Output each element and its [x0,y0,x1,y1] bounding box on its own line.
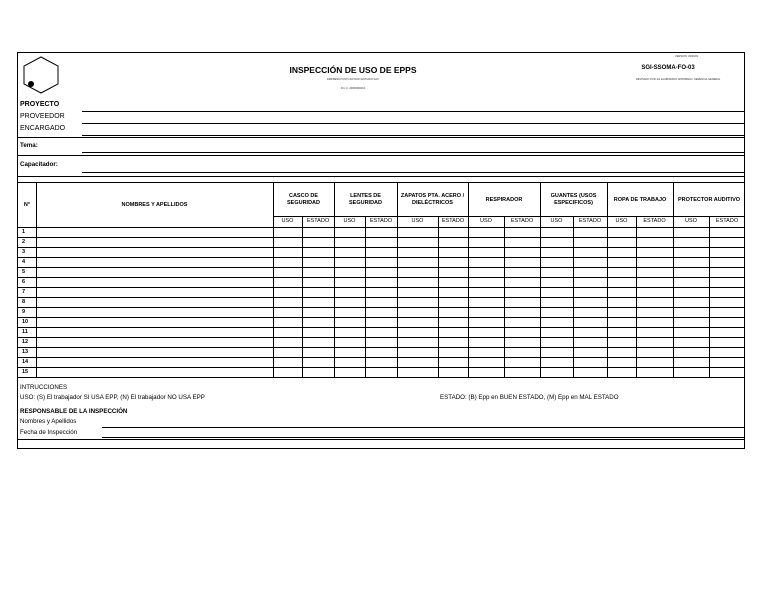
encargado-label: ENCARGADO [20,125,66,132]
group-header-lentes: LENTES DE SEGURIDAD [348,193,382,206]
company-logo-icon [21,55,61,95]
form-title: INSPECCIÓN DE USO DE EPPS [289,65,417,75]
row-number: 1 [22,229,26,235]
sub-header-estado: ESTADO [306,218,330,224]
row-number: 11 [22,329,28,335]
divider [18,137,745,138]
group-header-casco: CASCO DE SEGURIDAD [286,193,320,206]
row-number: 9 [22,309,26,315]
row-number: 8 [22,299,26,305]
company-line: EMPRESA PUNTO EXTACO ESTUDIO SAC [327,78,379,81]
proveedor-field[interactable] [82,123,745,124]
divider [18,176,745,177]
sub-header-uso: USO [550,218,563,224]
col-number-header: N° [23,201,31,208]
row-number: 7 [22,289,26,295]
version-line: VERSION: 29/03/21 [675,55,699,58]
group-header-ropa: ROPA DE TRABAJO [613,196,667,203]
tema-field[interactable] [82,152,745,153]
inspection-form [17,52,745,449]
form-code: SGI-SSOMA-FO-03 [641,65,695,71]
row-number: 12 [22,339,29,345]
row-number: 6 [22,279,26,285]
nombres-field[interactable] [102,427,745,428]
grid-line [636,216,637,377]
row-number: 13 [22,349,29,355]
sub-header-estado: ESTADO [441,218,465,224]
grid-line [709,216,710,377]
proveedor-label: PROVEEDOR [20,113,65,120]
col-names-header: NOMBRES Y APELLIDOS [121,201,188,208]
responsable-title: RESPONSABLE DE LA INSPECCIÓN [20,408,128,415]
group-header-protector: PROTECTOR AUDITIVO [677,196,741,203]
row-number: 15 [22,369,29,375]
row-number: 14 [22,359,29,365]
sub-header-uso: USO [411,218,424,224]
sub-header-uso: USO [615,218,628,224]
grid-line [36,182,37,377]
sub-header-estado: ESTADO [643,218,666,224]
instructions-uso: USO: (S) El trabajador SI USA EPP, (N) El trabajador NO USA EPP [20,394,205,401]
sub-header-uso: USO [480,218,492,224]
group-header-zapatos: ZAPATOS PTA. ACERO / DIELÉCTRICOS [400,193,465,206]
grid-line [273,216,745,217]
nombres-label: Nombres y Apellidos [20,418,77,425]
row-number: 5 [22,269,26,275]
grid-line [302,216,303,377]
group-header-guantes: GUANTES (USOS ESPECIFICOS) [550,193,597,206]
sub-header-estado: ESTADO [369,218,393,224]
group-header-respirador: RESPIRADOR [485,196,523,203]
grid-line [540,182,541,377]
grid-line [273,182,274,377]
grid-line [573,216,574,377]
instructions-estado: ESTADO: (B) Epp en BUEN ESTADO, (M) Epp en MAL ESTADO [440,394,619,401]
tema-label: Tema: [20,142,38,149]
row-number: 3 [22,249,26,255]
proyecto-field[interactable] [82,111,745,112]
encargado-field[interactable] [82,135,745,136]
sub-header-estado: ESTADO [715,218,739,224]
divider [18,439,745,440]
divider [18,155,745,156]
capacitador-field[interactable] [82,172,745,173]
grid-line [607,182,608,377]
sub-header-estado: ESTADO [578,218,602,224]
grid-line [334,182,335,377]
fecha-label: Fecha de Inspección [20,429,78,436]
row-number: 10 [22,319,29,325]
proyecto-label: PROYECTO [20,101,60,108]
row-number: 4 [22,259,26,265]
fecha-field[interactable] [102,437,745,438]
sub-header-estado: ESTADO [510,218,534,224]
grid-line [365,216,366,377]
sub-header-uso: USO [343,218,356,224]
ruc-line: R.U.C. 20608484310 [340,87,366,90]
grid-line [438,216,439,377]
instructions-title: INTRUCCIONES [20,384,68,391]
sub-header-uso: USO [685,218,697,224]
approval-line: REVISADO POR: EL ELABORADO APROBADO: GERENCIA GENERAL [636,78,721,81]
grid-line [468,182,469,377]
grid-line [18,377,745,378]
row-number: 2 [22,239,26,245]
grid-line [673,182,674,377]
grid-line [397,182,398,377]
capacitador-label: Capacitador: [20,161,58,168]
grid-line [504,216,505,377]
sub-header-uso: USO [281,218,294,224]
